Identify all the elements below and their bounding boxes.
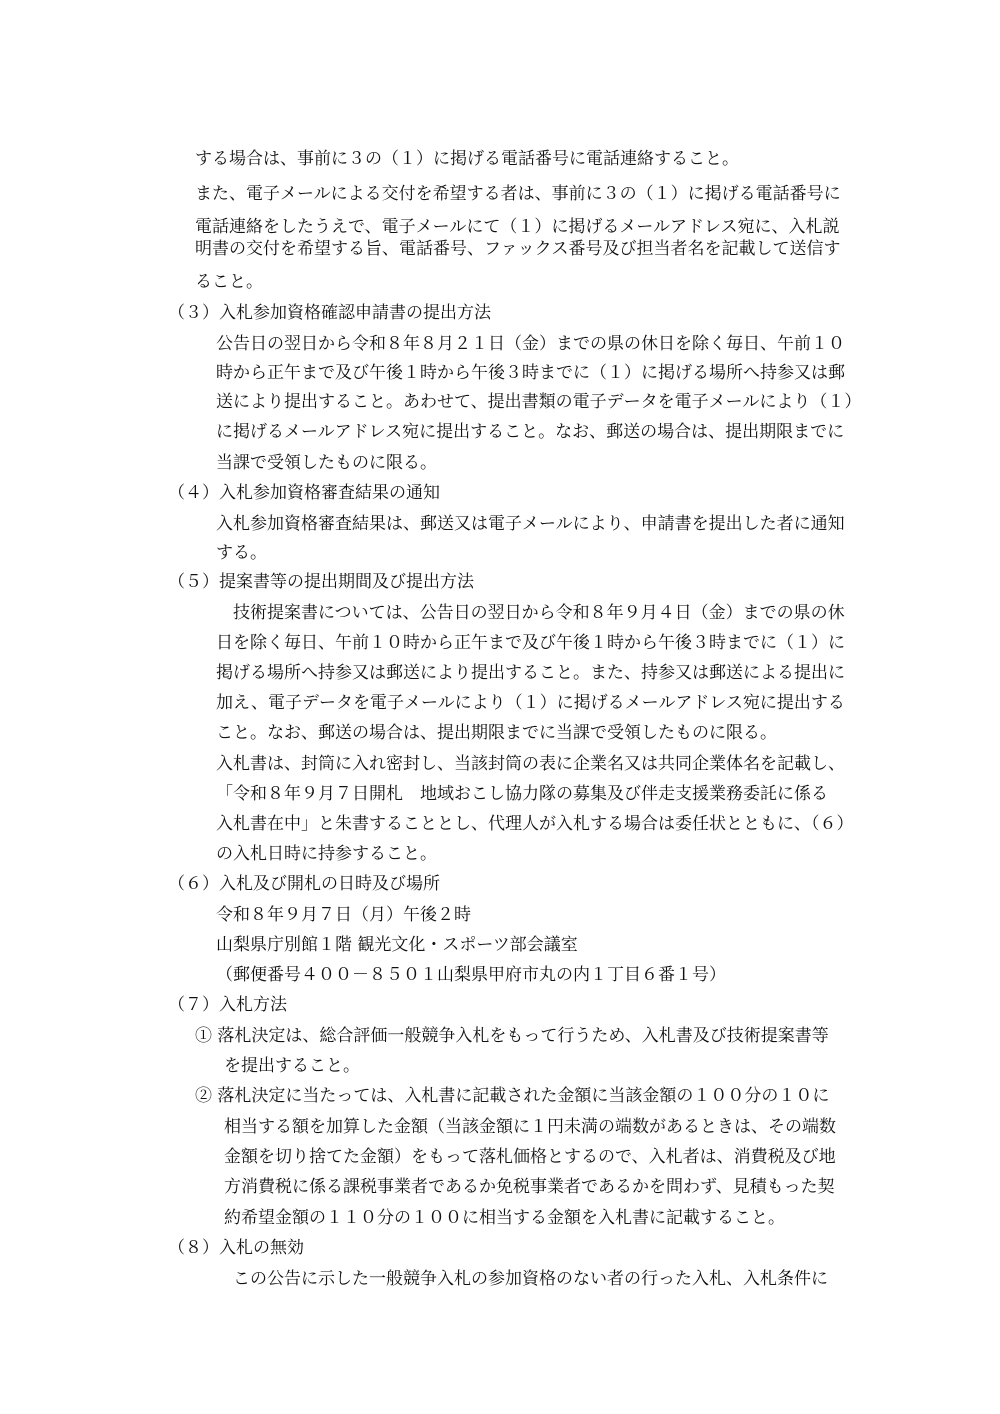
text-line: （郵便番号４００－８５０１山梨県甲府市丸の内１丁目６番１号） [216, 965, 726, 985]
text-line: に掲げるメールアドレス宛に提出すること。なお、郵送の場合は、提出期限までに [216, 422, 845, 442]
text-line: する。 [216, 543, 267, 563]
section-7-heading: （７）入札方法 [168, 995, 287, 1015]
text-line: する場合は、事前に３の（１）に掲げる電話番号に電話連絡すること。 [195, 149, 739, 169]
text-line: 電話連絡をしたうえで、電子メールにて（１）に掲げるメールアドレス宛に、入札説 [195, 217, 840, 237]
list-item-continuation: 方消費税に係る課税事業者であるか免税事業者であるかを問わず、見積もった契 [224, 1177, 835, 1197]
text-line: 当課で受領したものに限る。 [216, 453, 437, 473]
section-8-heading: （８）入札の無効 [168, 1238, 304, 1258]
text-line: の入札日時に持参すること。 [216, 844, 437, 864]
text-line: ること。 [195, 272, 263, 292]
text-line: 入札書在中」と朱書することとし、代理人が入札する場合は委任状とともに、（６） [216, 814, 854, 834]
list-item-continuation: 約希望金額の１１０分の１００に相当する金額を入札書に記載すること。 [224, 1208, 785, 1228]
text-line: この公告に示した一般競争入札の参加資格のない者の行った入札、入札条件に [216, 1269, 828, 1289]
section-3-heading: （３）入札参加資格確認申請書の提出方法 [168, 303, 491, 323]
text-line: 明書の交付を希望する旨、電話番号、ファックス番号及び担当者名を記載して送信す [195, 239, 841, 259]
text-line: 技術提案書については、公告日の翌日から令和８年９月４日（金）までの県の休 [216, 603, 845, 623]
text-line: 掲げる場所へ持参又は郵送により提出すること。また、持参又は郵送による提出に [216, 663, 845, 683]
section-6-heading: （６）入札及び開札の日時及び場所 [168, 874, 440, 894]
list-item-continuation: 相当する額を加算した金額（当該金額に１円未満の端数があるときは、その端数 [224, 1117, 836, 1137]
text-line: 送により提出すること。あわせて、提出書類の電子データを電子メールにより（１） [216, 392, 862, 412]
text-line: 時から正午まで及び午後１時から午後３時までに（１）に掲げる場所へ持参又は郵 [216, 363, 845, 383]
text-line: 入札書は、封筒に入れ密封し、当該封筒の表に企業名又は共同企業体名を記載し、 [216, 754, 845, 774]
text-line: 令和８年９月７日（月）午後２時 [216, 905, 471, 925]
text-line: また、電子メールによる交付を希望する者は、事前に３の（１）に掲げる電話番号に [195, 184, 841, 204]
list-item-continuation: を提出すること。 [224, 1056, 360, 1076]
text-line: 日を除く毎日、午前１０時から正午まで及び午後１時から午後３時までに（１）に [216, 633, 845, 653]
text-line: 加え、電子データを電子メールにより（１）に掲げるメールアドレス宛に提出する [216, 693, 845, 713]
text-line: こと。なお、郵送の場合は、提出期限までに当課で受領したものに限る。 [216, 723, 777, 743]
list-item-continuation: 金額を切り捨てた金額）をもって落札価格とするので、入札者は、消費税及び地 [224, 1147, 836, 1167]
text-line: 公告日の翌日から令和８年８月２１日（金）までの県の休日を除く毎日、午前１０ [216, 334, 845, 354]
text-line: 入札参加資格審査結果は、郵送又は電子メールにより、申請書を提出した者に通知 [216, 514, 845, 534]
text-line: 山梨県庁別館１階 観光文化・スポーツ部会議室 [216, 935, 578, 955]
text-line: 「令和８年９月７日開札 地域おこし協力隊の募集及び伴走支援業務委託に係る [216, 784, 828, 804]
section-5-heading: （５）提案書等の提出期間及び提出方法 [168, 572, 474, 592]
list-item: ② 落札決定に当たっては、入札書に記載された金額に当該金額の１００分の１０に [195, 1086, 830, 1106]
section-4-heading: （４）入札参加資格審査結果の通知 [168, 483, 440, 503]
list-item: ① 落札決定は、総合評価一般競争入札をもって行うため、入札書及び技術提案書等 [195, 1026, 829, 1046]
